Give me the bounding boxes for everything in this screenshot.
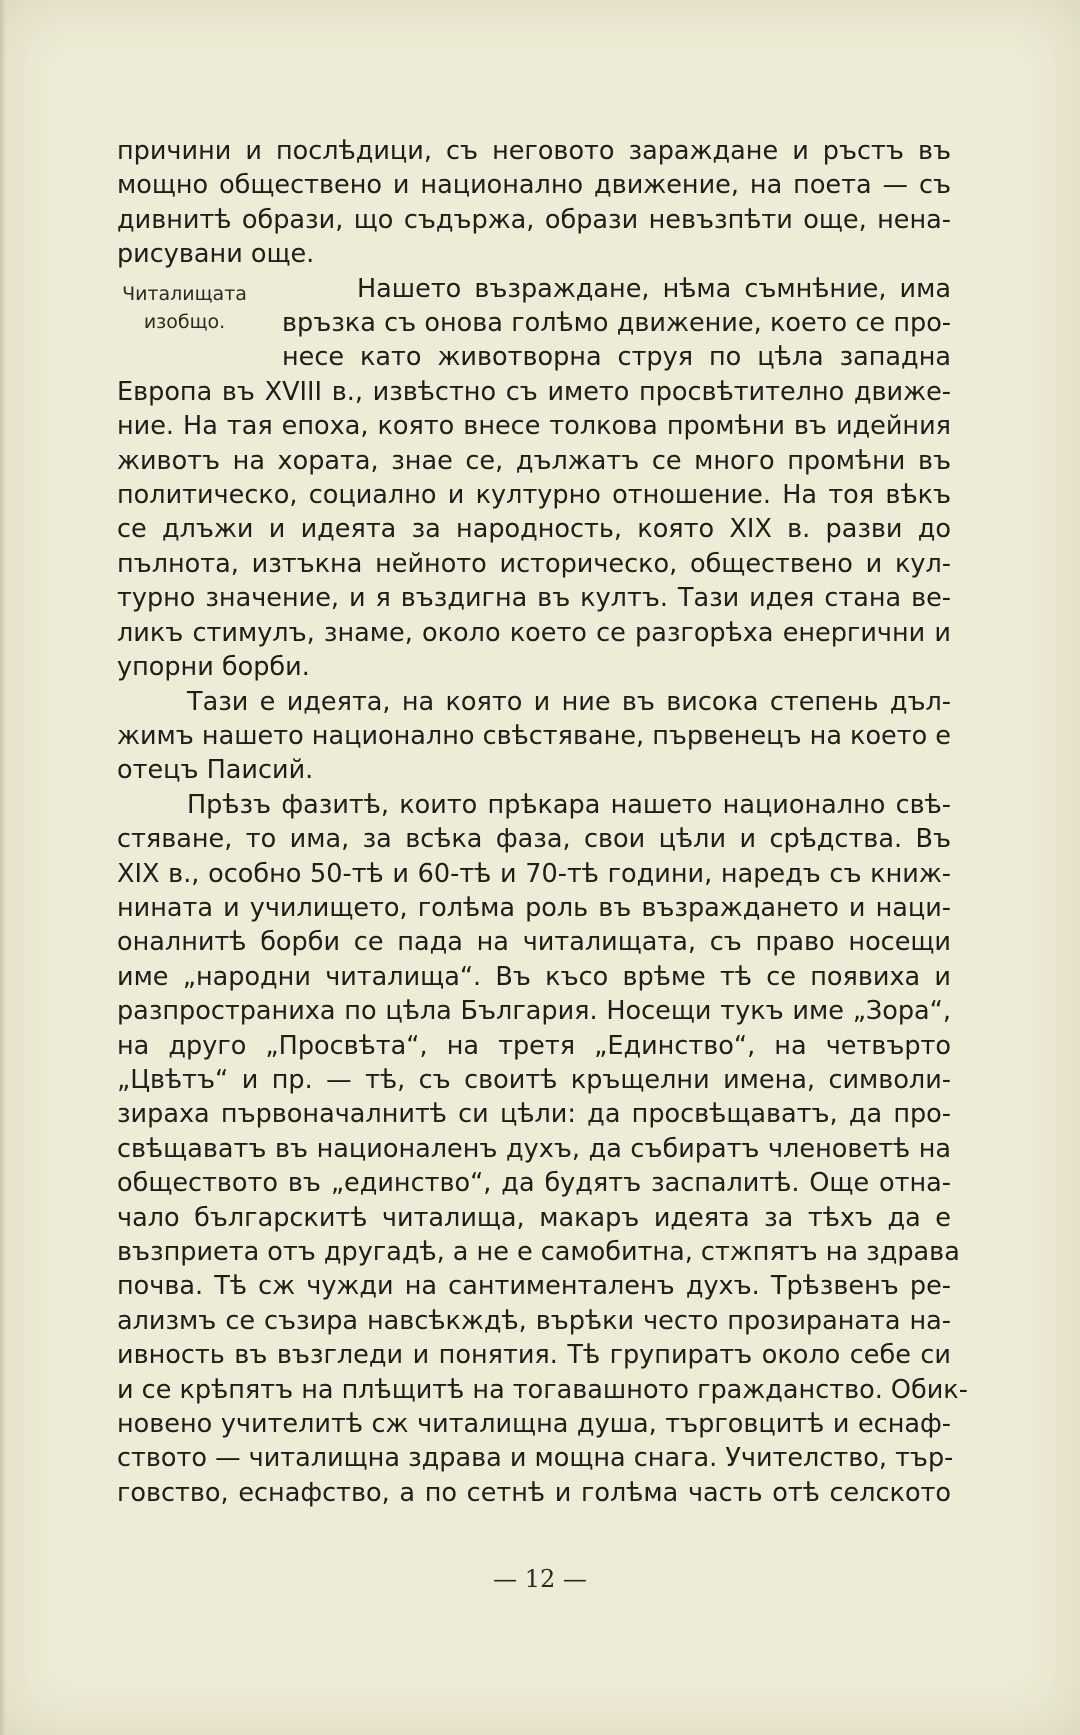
text-line: Тази е идеята, на която и ние въ висока степень дъл-	[187, 686, 951, 717]
text-line: ството — читалищна здрава и мощна снага. Учителство, тър-	[117, 1443, 954, 1474]
text-line: обществото въ „единство“, да будятъ заспалитѣ. Още отна-	[117, 1168, 951, 1199]
text-line: възприета отъ другадѣ, а не е самобитна, стжпятъ на здрава	[117, 1237, 960, 1267]
text-line: Прѣзъ фазитѣ, които прѣкара нашето национално свѣ-	[187, 789, 951, 820]
text-line: разпространиха по цѣла България. Носещи тукъ име „Зора“,	[117, 996, 951, 1027]
text-line: чало българскитѣ читалища, макаръ идеята за тѣхъ да е	[117, 1202, 951, 1233]
text-line: връзка съ онова голѣмо движение, което се про-	[282, 308, 951, 339]
text-line: дивнитѣ образи, що съдържа, образи невъзпѣти още, ненa-	[117, 204, 951, 235]
marginal-note	[117, 280, 252, 336]
text-line: нината и училището, голѣма роль въ възраждането и наци-	[117, 892, 951, 923]
text-line: политическо, социално и културно отношение. На тоя вѣкъ	[117, 480, 951, 511]
text-line: новено учителитѣ сж читалищна душа, търговцитѣ и еснаф-	[117, 1409, 951, 1440]
text-line: почва. Тѣ сж чужди на сантименталенъ духъ. Трѣзвенъ ре-	[117, 1271, 951, 1302]
text-line: ние. На тая епоха, която внесе толкова промѣни въ идейния	[117, 411, 951, 442]
text-line: жимъ нашето национално свѣстяване, първенецъ на което е	[117, 720, 951, 751]
text-line: пълнота, изтъкна нейното историческо, обществено и кул-	[117, 548, 951, 579]
text-line: упорни борби.	[117, 652, 310, 683]
text-line: се длъжи и идеята за народность, която XIX в. разви до	[117, 514, 951, 545]
text-line: мощно обществено и национално движение, на поета — съ	[117, 170, 951, 201]
page-number: — 12 —	[493, 1565, 587, 1593]
text-line: несе като животворна струя по цѣла западна	[282, 342, 951, 373]
text-line: отецъ Паисий.	[117, 755, 314, 786]
text-line: XIX в., особно 50-тѣ и 60-тѣ и 70-тѣ години, наредъ съ книж-	[117, 858, 951, 889]
text-line: ализмъ се съзира навсѣкждѣ, върѣки често прозираната на-	[117, 1305, 951, 1336]
text-line: ликъ стимулъ, знаме, около което се разгорѣха енергични и	[117, 617, 951, 648]
text-line: говство, еснафство, а по сетнѣ и голѣма часть отѣ селското	[117, 1477, 951, 1508]
body-text	[117, 134, 968, 1510]
text-line: Европа въ XVIII в., извѣстно съ името просвѣтително движе-	[117, 376, 951, 407]
text-line: име „народни читалища“. Въ късо врѣме тѣ се появиха и	[117, 961, 951, 992]
paragraph-3	[117, 685, 951, 788]
text-line: „Цвѣтъ“ и пр. — тѣ, съ своитѣ кръщелни имена, символи-	[117, 1064, 951, 1095]
text-line: причини и послѣдици, съ неговото зараждане и ръстъ въ	[117, 136, 951, 166]
text-line: свѣщаватъ въ националенъ духъ, да събиратъ членоветѣ на	[117, 1133, 951, 1164]
marginal-note-line: изобщо.	[143, 310, 226, 333]
text-line: животъ на хората, знае се, дължатъ се много промѣни въ	[117, 445, 951, 476]
page-edge	[0, 0, 6, 1735]
text-line: ивность въ възгледи и понятия. Тѣ групиратъ около себе си	[117, 1340, 951, 1371]
text-line: на друго „Просвѣта“, на третя „Единство“, на четвърто	[117, 1030, 951, 1061]
text-line: зираха първоначалнитѣ си цѣли: да просвѣщаватъ, да про-	[117, 1099, 951, 1130]
marginal-note-line: Читалищата	[122, 282, 247, 305]
text-line: рисувани още.	[117, 239, 315, 270]
text-line: и се крѣпятъ на плѣщитѣ на тогавашното гражданство. Обик-	[117, 1374, 968, 1405]
text-line: оналнитѣ борби се пада на читалищата, съ право носещи	[117, 927, 951, 958]
paragraph-4	[117, 788, 968, 1511]
text-line: стяване, то има, за всѣка фаза, свои цѣли и срѣдства. Въ	[117, 824, 951, 855]
text-line: Нашето възраждане, нѣма съмнѣние, има	[357, 273, 951, 304]
paragraph-2	[117, 272, 951, 685]
paragraph-1	[117, 134, 951, 272]
text-line: турно значение, и я въздигна въ култъ. Тази идея стана ве-	[117, 583, 951, 614]
